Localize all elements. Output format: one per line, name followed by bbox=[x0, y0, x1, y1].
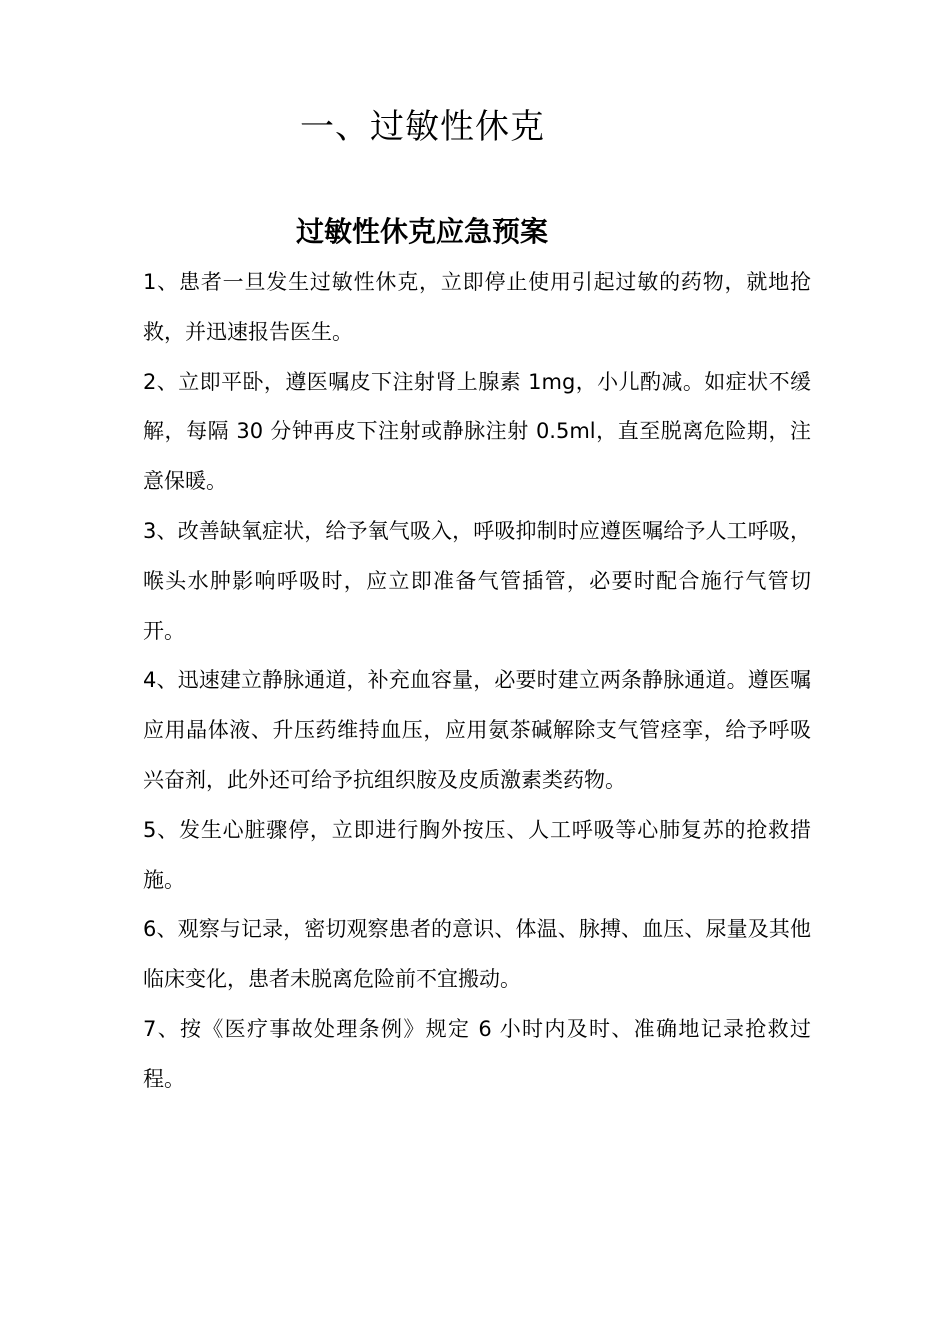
procedure-steps bbox=[143, 258, 811, 1105]
step-2: 2、立即平卧，遵医嘱皮下注射肾上腺素 1mg，小儿酌减。如症状不缓解，每隔 30 分钟再皮下注射或静脉注射 0.5ml，直至脱离危险期，注意保暖。 bbox=[143, 369, 811, 494]
section-heading: 一、过敏性休克 bbox=[300, 107, 545, 147]
step-3: 3、改善缺氧症状，给予氧气吸入，呼吸抑制时应遵医嘱给予人工呼吸，喉头水肿影响呼吸时，应立即准备气管插管，必要时配合施行气管切开。 bbox=[143, 518, 811, 643]
document-title: 过敏性休克应急预案 bbox=[296, 215, 549, 248]
step-4: 4、迅速建立静脉通道，补充血容量，必要时建立两条静脉通道。遵医嘱应用晶体液、升压药维持血压，应用氨茶碱解除支气管痉挛，给予呼吸兴奋剂，此外还可给予抗组织胺及皮质激素类药物。 bbox=[143, 668, 811, 792]
step-6: 6、观察与记录，密切观察患者的意识、体温、脉搏、血压、尿量及其他临床变化，患者未脱离危险前不宜搬动。 bbox=[143, 917, 811, 992]
step-7: 7、按《医疗事故处理条例》规定 6 小时内及时、准确地记录抢救过程。 bbox=[143, 1016, 811, 1091]
step-5: 5、发生心脏骤停，立即进行胸外按压、人工呼吸等心肺复苏的抢救措施。 bbox=[143, 817, 811, 892]
step-1: 1、患者一旦发生过敏性休克，立即停止使用引起过敏的药物，就地抢救，并迅速报告医生。 bbox=[143, 270, 811, 344]
